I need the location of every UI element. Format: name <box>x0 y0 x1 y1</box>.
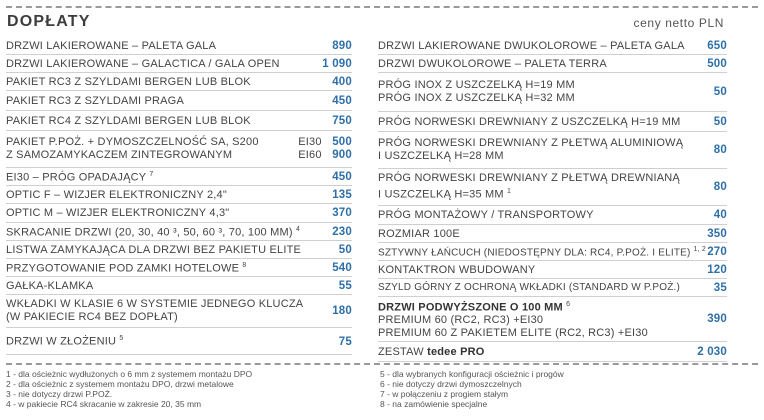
price-row <box>6 295 352 328</box>
row-label: LISTWA ZAMYKAJĄCA DLA DRZWI BEZ PAKIETU ELITE <box>6 243 302 256</box>
row-price: 400 <box>332 75 352 88</box>
row-price: 500 <box>707 57 727 70</box>
footnote: 5 - dla wybranych konfiguracji ościeżnic i progów <box>380 369 564 379</box>
row-label: DRZWI LAKIEROWANE DWUKOLOROWE – PALETA GALA <box>378 39 685 52</box>
row-label-line2: (W PAKIECIE RC4 BEZ DOPŁAT) <box>6 311 178 323</box>
row-label: DRZWI DWUKOLOROWE – PALETA TERRA <box>378 57 607 70</box>
row-price: 50 <box>713 115 727 128</box>
footnote-ref: 4 <box>295 226 301 234</box>
row-label: DRZWI LAKIEROWANE – GALACTICA / GALA OPEN <box>6 57 280 70</box>
price-row <box>6 277 352 295</box>
row-label: DRZWI LAKIEROWANE – PALETA GALA <box>6 39 217 52</box>
row-price-1: 500 <box>332 136 352 148</box>
price-row <box>378 169 727 206</box>
row-price: 80 <box>713 144 727 156</box>
footnote: 1 - dla ościeżnic wydłużonych o 6 mm z systemem montażu DPO <box>6 369 253 379</box>
price-row <box>6 55 352 73</box>
row-price: 180 <box>332 305 352 317</box>
price-row <box>378 279 727 297</box>
row-heading: DRZWI PODWYŻSZONE O 100 MM <box>378 301 563 314</box>
price-row <box>6 259 352 277</box>
row-price: 40 <box>713 209 727 221</box>
price-row <box>6 91 352 111</box>
row-label-line1: PRÓG NORWESKI DREWNIANY Z PŁETWĄ ALUMINIOWĄ <box>378 137 684 149</box>
row-price: 2 030 <box>697 345 727 358</box>
row-label: PRÓG MONTAŻOWY / TRANSPORTOWY <box>378 209 594 221</box>
row-price: 270 <box>707 245 727 258</box>
footnote-ref: 5 <box>119 335 124 343</box>
row-price: 120 <box>707 263 727 276</box>
fire-class-1: EI30 <box>298 136 322 148</box>
price-row <box>378 112 727 132</box>
price-row <box>6 241 352 259</box>
row-price: 540 <box>332 261 352 274</box>
row-price: 750 <box>332 114 352 127</box>
fire-class-2: EI60 <box>298 149 322 161</box>
row-label-line1: PRÓG INOX Z USZCZELKĄ H=19 MM <box>378 79 575 91</box>
price-row-fire-package <box>6 131 352 168</box>
row-label: OPTIC F – WIZJER ELEKTRONICZNY 2,4" <box>6 188 227 201</box>
price-row <box>6 204 352 223</box>
page-title: DOPŁATY <box>7 13 91 30</box>
price-row <box>378 73 727 112</box>
price-row <box>6 37 352 55</box>
row-label-line1: PAKIET P.POŻ. + DYMOSZCZELNOŚĆ SA, S200 <box>6 136 259 148</box>
price-row <box>378 261 727 279</box>
row-label-line2: PREMIUM 60 Z PAKIETEM ELITE (RC2, RC3) +EI30 <box>378 327 648 340</box>
footnote-ref: 8 <box>242 262 247 270</box>
row-price: 50 <box>713 86 727 98</box>
row-label: SZTYWNY ŁAŃCUCH (NIEDOSTĘPNY DLA: RC4, P.POŻ. I ELITE) <box>378 247 691 259</box>
row-label: EI30 – PRÓG OPADAJĄCY <box>6 171 147 184</box>
row-price: 1 090 <box>322 57 352 70</box>
footnotes-left <box>6 369 252 409</box>
row-price: 450 <box>332 170 352 183</box>
price-row <box>378 206 727 225</box>
footnote-ref: 7 <box>149 171 154 179</box>
row-price: 50 <box>338 243 352 256</box>
price-row <box>378 243 727 261</box>
row-price: 350 <box>707 227 727 240</box>
row-price-2: 900 <box>332 149 352 161</box>
row-label: PAKIET RC3 Z SZYLDAMI BERGEN LUB BLOK <box>6 75 251 88</box>
footnote-ref: 6 <box>566 300 571 308</box>
row-label-brand: tedee PRO <box>427 345 485 358</box>
footnote-ref: 1, 2 <box>693 245 706 253</box>
row-label: DRZWI W ZŁOŻENIU <box>6 336 117 348</box>
price-row <box>378 37 727 55</box>
row-label: PRZYGOTOWANIE POD ZAMKI HOTELOWE <box>6 262 240 275</box>
row-label: SZYLD GÓRNY Z OCHRONĄ WKŁADKI (STANDARD W P.POŻ.) <box>378 281 681 293</box>
row-label-line2: I USZCZELKĄ H=28 MM <box>378 150 504 162</box>
top-dashed-divider <box>6 6 758 8</box>
row-price: 370 <box>332 207 352 219</box>
row-label-line1: PRÓG NORWESKI DREWNIANY Z PŁETWĄ DREWNIANĄ <box>378 172 680 185</box>
row-label: SKRACANIE DRZWI (20, 30, 40 ³, 50, 60 ³, 70, 100 MM) <box>6 226 293 239</box>
footnote: 8 - na zamówienie specjalne <box>380 399 488 409</box>
row-label-line2: I USZCZELKĄ H=35 MM <box>378 188 504 201</box>
row-label: ZESTAW <box>378 345 428 358</box>
footnote: 4 - w pakiecie RC4 skracanie w zakresie 20, 35 mm <box>6 399 202 409</box>
footnote: 3 - nie dotyczy drzwi P.POŻ. <box>6 389 113 399</box>
row-price: 80 <box>713 181 727 193</box>
price-row <box>378 225 727 243</box>
row-label: PAKIET RC3 Z SZYLDAMI PRAGA <box>6 94 184 107</box>
price-row <box>378 342 727 362</box>
left-price-list <box>6 37 352 355</box>
row-label: PRÓG NORWESKI DREWNIANY Z USZCZELKĄ H=19 MM <box>378 115 681 128</box>
row-label: GAŁKA-KLAMKA <box>6 279 94 292</box>
price-row <box>378 132 727 169</box>
row-price: 650 <box>707 39 727 52</box>
row-label-line2: PRÓG INOX Z USZCZELKĄ H=32 MM <box>378 92 575 104</box>
row-price: 450 <box>332 94 352 107</box>
price-row <box>6 168 352 186</box>
price-row <box>6 186 352 204</box>
row-label: ROZMIAR 100E <box>378 227 460 240</box>
row-label: KONTAKTRON WBUDOWANY <box>378 263 536 276</box>
row-label-line1: WKŁADKI W KLASIE 6 W SYSTEMIE JEDNEGO KLUCZA <box>6 298 304 310</box>
footnote: 6 - nie dotyczy drzwi dymoszczelnych <box>380 379 522 389</box>
row-label: PAKIET RC4 Z SZYLDAMI BERGEN LUB BLOK <box>6 114 251 127</box>
row-price: 35 <box>713 281 727 294</box>
row-price: 390 <box>707 313 727 325</box>
row-price: 890 <box>332 39 352 52</box>
price-row <box>6 328 352 355</box>
row-price: 55 <box>338 279 352 292</box>
price-row <box>378 55 727 73</box>
price-row-raised-doors <box>378 297 727 342</box>
price-row <box>6 111 352 131</box>
row-label-line2: Z SAMOZAMYKACZEM ZINTEGROWANYM <box>6 149 233 161</box>
row-price: 75 <box>338 336 352 348</box>
bottom-dashed-divider <box>6 363 758 365</box>
price-row <box>6 223 352 241</box>
footnote-ref: 1 <box>507 188 512 196</box>
right-price-list <box>378 37 727 362</box>
row-price: 135 <box>332 188 352 201</box>
row-label-line1: PREMIUM 60 (RC2, RC3) +EI30 <box>378 314 544 327</box>
footnote: 7 - w połączeniu z progiem stałym <box>380 389 509 399</box>
row-label: OPTIC M – WIZJER ELEKTRONICZNY 4,3" <box>6 207 230 219</box>
price-row <box>6 73 352 91</box>
price-note: ceny netto PLN <box>633 16 724 30</box>
row-price: 230 <box>332 225 352 238</box>
footnote: 2 - dla ościeżnic z systemem montażu DPO, drzwi metalowe <box>6 379 234 389</box>
footnotes-right <box>380 369 564 409</box>
